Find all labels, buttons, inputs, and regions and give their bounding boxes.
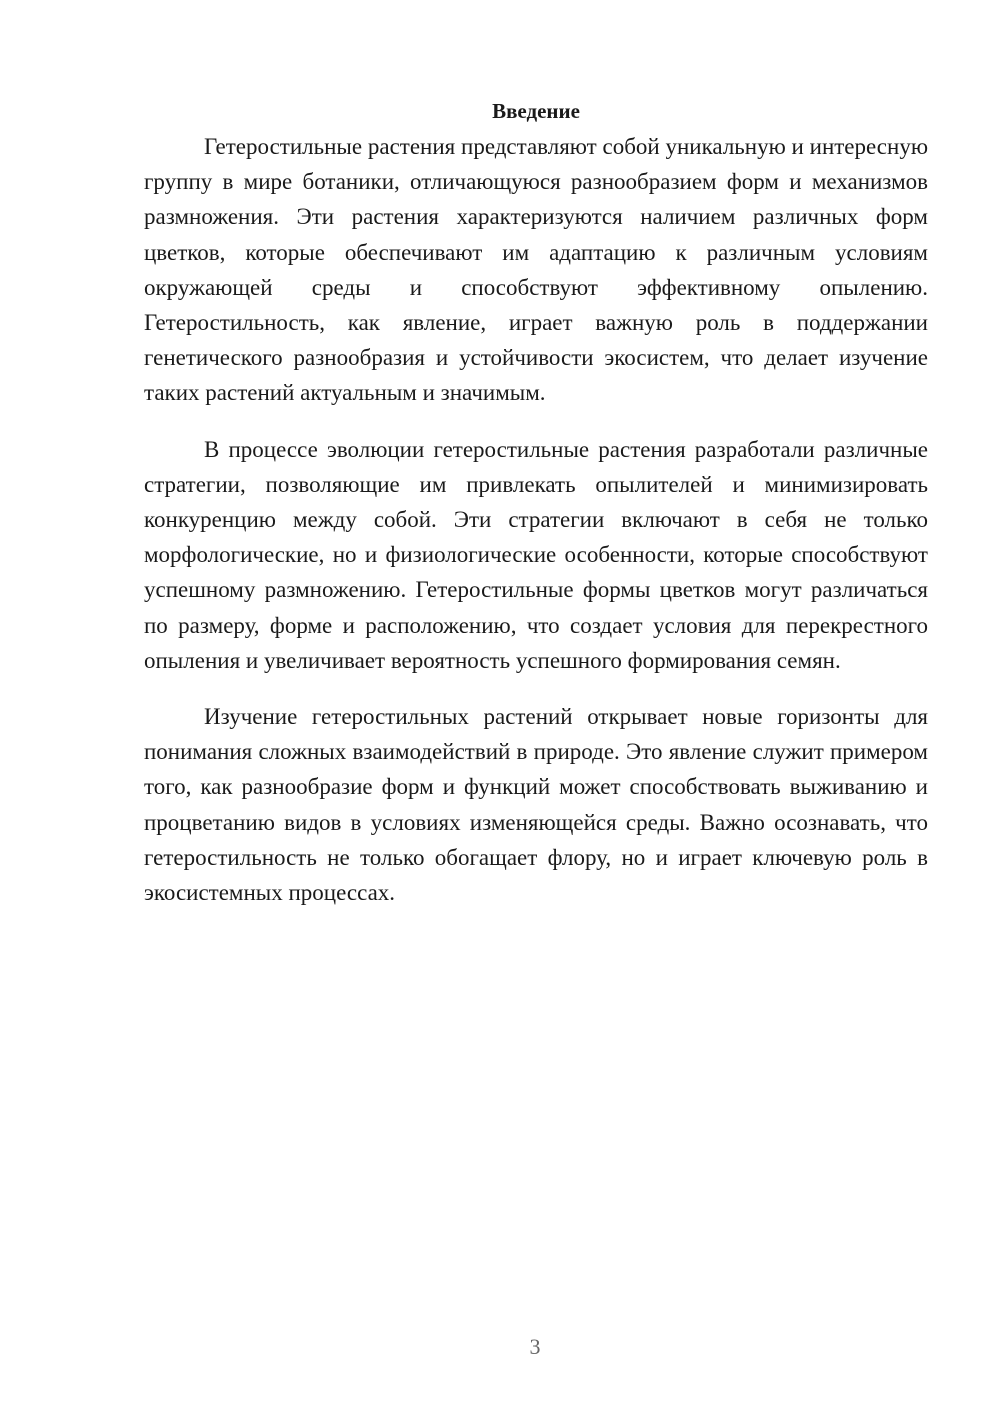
section-heading: Введение — [492, 99, 580, 123]
page-number: 3 — [529, 1334, 541, 1359]
paragraph-3: Изучение гетеростильных растений открывает новые горизонты для понимания сложных взаимодействий в природе. Это явление служит примером того, как разнообразие форм и функций может способствовать выживанию и процветанию видов в условиях изменяющейся среды. Важно осознавать, что гетеростильность не только обогащает флору, но и играет ключевую роль в экосистемных процессах. — [144, 704, 928, 906]
page-content — [144, 95, 928, 910]
paragraph-1: Гетеростильные растения представляют собой уникальную и интересную группу в мире ботаники, отличающуюся разнообразием форм и механизмов размножения. Эти растения характеризуются наличием различных форм цветков, которые обеспечивают им адаптацию к различным условиям окружающей среды и способствуют эффективному опылению. Гетеростильность, как явление, играет важную роль в поддержании генетического разнообразия и устойчивости экосистем, что делает изучение таких растений актуальным и значимым. — [144, 134, 928, 406]
paragraph-2: В процессе эволюции гетеростильные растения разработали различные стратегии, позволяющие им привлекать опылителей и минимизировать конкуренцию между собой. Эти стратегии включают в себя не только морфологические, но и физиологические особенности, которые способствуют успешному размножению. Гетеростильные формы цветков могут различаться по размеру, форме и расположению, что создает условия для перекрестного опыления и увеличивает вероятность успешного формирования семян. — [144, 436, 928, 673]
